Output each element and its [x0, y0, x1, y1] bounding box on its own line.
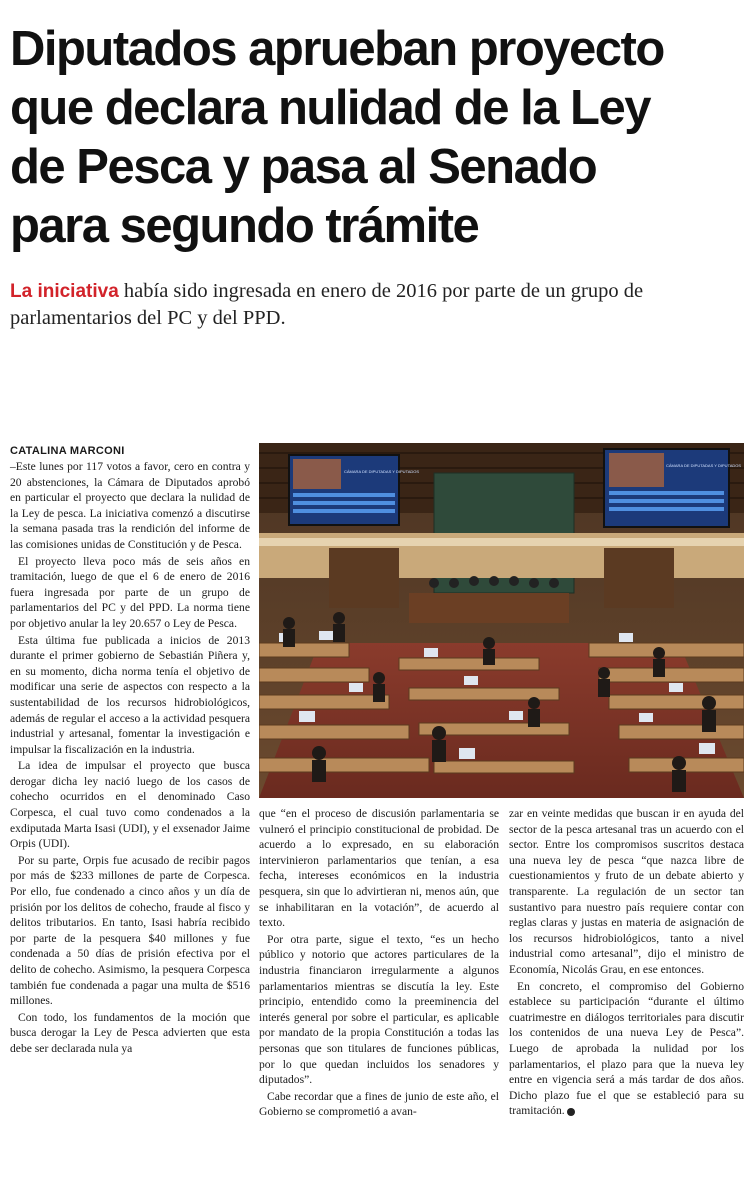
article-column-1: [10, 459, 250, 1171]
headline-line-4: para segundo trámite: [10, 199, 479, 253]
article-column-3: [509, 806, 744, 1172]
chamber-photo: [259, 443, 744, 798]
headline-line-3: de Pesca y pasa al Senado: [10, 140, 597, 194]
lead-paragraph: [10, 278, 745, 331]
screen-left-caption: CÁMARA DE DIPUTADAS Y DIPUTADOS: [344, 469, 420, 474]
body-paragraph-10: zar en veinte medidas que buscan ir en ayuda del sector de la pesca artesanal tras un acuerdo con el sector. Entre los compromisos suscritos destaca una nueva ley de pesca “que nazca libre de cuestionamientos y fruto de un debate abierto y transparente. La regulación de un sector tan sustantivo para nuestro país requiere contar con reglas claras y justas en materia de asignación de los recursos hidrobiológicos, tanto a nivel industrial como artesanal”, dijo el ministro de Economía, Nicolás Grau, en ese entonces.: [509, 807, 744, 976]
headline-line-1: Diputados aprueban proyecto: [10, 22, 664, 76]
body-paragraph-1: –Este lunes por 117 votos a favor, cero en contra y 20 abstenciones, la Cámara de Diputados aprobó en particular el proyecto que declara la nulidad de la Ley de pesca. La iniciativa comenzó a discutirse la semana pasada tras la rendición del informe de las comisiones unidas de Constitución y de Pesca.: [10, 460, 250, 551]
headline-line-2: que declara nulidad de la Ley: [10, 81, 650, 135]
body-paragraph-4: La idea de impulsar el proyecto que busca derogar dicha ley nació luego de los casos de cohecho ocurridos en el denominado Caso Corpesca, el cual tuvo como condenados a la exdiputada Marta Isasi (UDI), y el exsenador Jaime Orpis (UDI).: [10, 759, 250, 851]
body-paragraph-11-text: En concreto, el compromiso del Gobierno establece su participación “durante el último cuatrimestre en diálogos territoriales para discutir los contenidos de una nueva Ley de Pesca”. Luego de aprobada la nulidad por los parlamentarios, el plazo para que la nueva ley entre en vigencia será a más tardar de dos años. Dicho plazo fue el que se estableció para su tramitación.: [509, 979, 744, 1118]
body-paragraph-7: que “en el proceso de discusión parlamentaria se vulneró el principio constitucional de probidad. De acuerdo a lo expresado, en su elaboración intervinieron parlamentarios que tenían, a esa fecha, intereses económicos en la industria pesquera, sin que lo advirtieran ni, menos aún, que se inhabilitaran en la votación”, de acuerdo al texto.: [259, 807, 499, 930]
body-paragraph-2: El proyecto lleva poco más de seis años en tramitación, luego de que el 6 de enero de 2016 fuera ingresada por parte de un grupo de parlamentarios del PC y del PPD. La norma tiene por objetivo anular la ley 20.657 o Ley de Pesca.: [10, 554, 250, 630]
chamber-photo-illustration: [259, 443, 744, 798]
body-paragraph-6: Con todo, los fundamentos de la moción que busca derogar la Ley de Pesca advierten que esta debe ser declarada nula ya: [10, 1010, 250, 1055]
screen-right-caption: CÁMARA DE DIPUTADAS Y DIPUTADOS: [666, 463, 742, 468]
headline: [10, 20, 745, 256]
article-column-2: [259, 806, 499, 1172]
end-of-article-icon: [567, 1108, 575, 1116]
body-paragraph-8: Por otra parte, sigue el texto, “es un hecho público y notorio que actores particulares de la industria financiaron irregularmente a algunos parlamentarios mientras se discutía la ley. Este principio, entendido como la preeminencia del interés general por sobre el particular, es aplicable por mandato de la propia Constitución a todas las personas que son titulares de funciones públicas, por lo que quedan incluidos los senadores y diputados”.: [259, 932, 499, 1087]
body-paragraph-5: Por su parte, Orpis fue acusado de recibir pagos por más de $233 millones de parte de Corpesca. Por ello, fue condenado a cinco años y un día de prisión por los delitos de cohecho, fraude al fisco y delitos tributarios. En tanto, Isasi habría recibido por parte de la pesquera $40 millones y fue condenada a 50 días de prisión efectiva por el delito de cohecho. Asimismo, la pesquera Corpesca también fue condenada a pagar una multa de $516 millones.: [10, 853, 250, 1008]
body-paragraph-11: [509, 979, 744, 1119]
body-paragraph-9: Cabe recordar que a fines de junio de este año, el Gobierno se comprometió a avan-: [259, 1089, 499, 1119]
byline: CATALINA MARCONI: [10, 445, 125, 457]
lead-kicker: La iniciativa: [10, 281, 119, 302]
lead-text: había sido ingresada en enero de 2016 por parte de un grupo de parlamentarios del PC y del PPD.: [10, 280, 644, 329]
body-paragraph-3: Esta última fue publicada a inicios de 2013 durante el primer gobierno de Sebastián Piñera y, en su momento, dicha norma tenía el objetivo de modificar una serie de aspectos con respecto a la sustentabilidad de los recursos hidrobiológicos, además de regular el acceso a la actividad pesquera industrial y artesanal, fomentar la investigación e impulsar la fiscalización en la industria.: [10, 633, 250, 756]
